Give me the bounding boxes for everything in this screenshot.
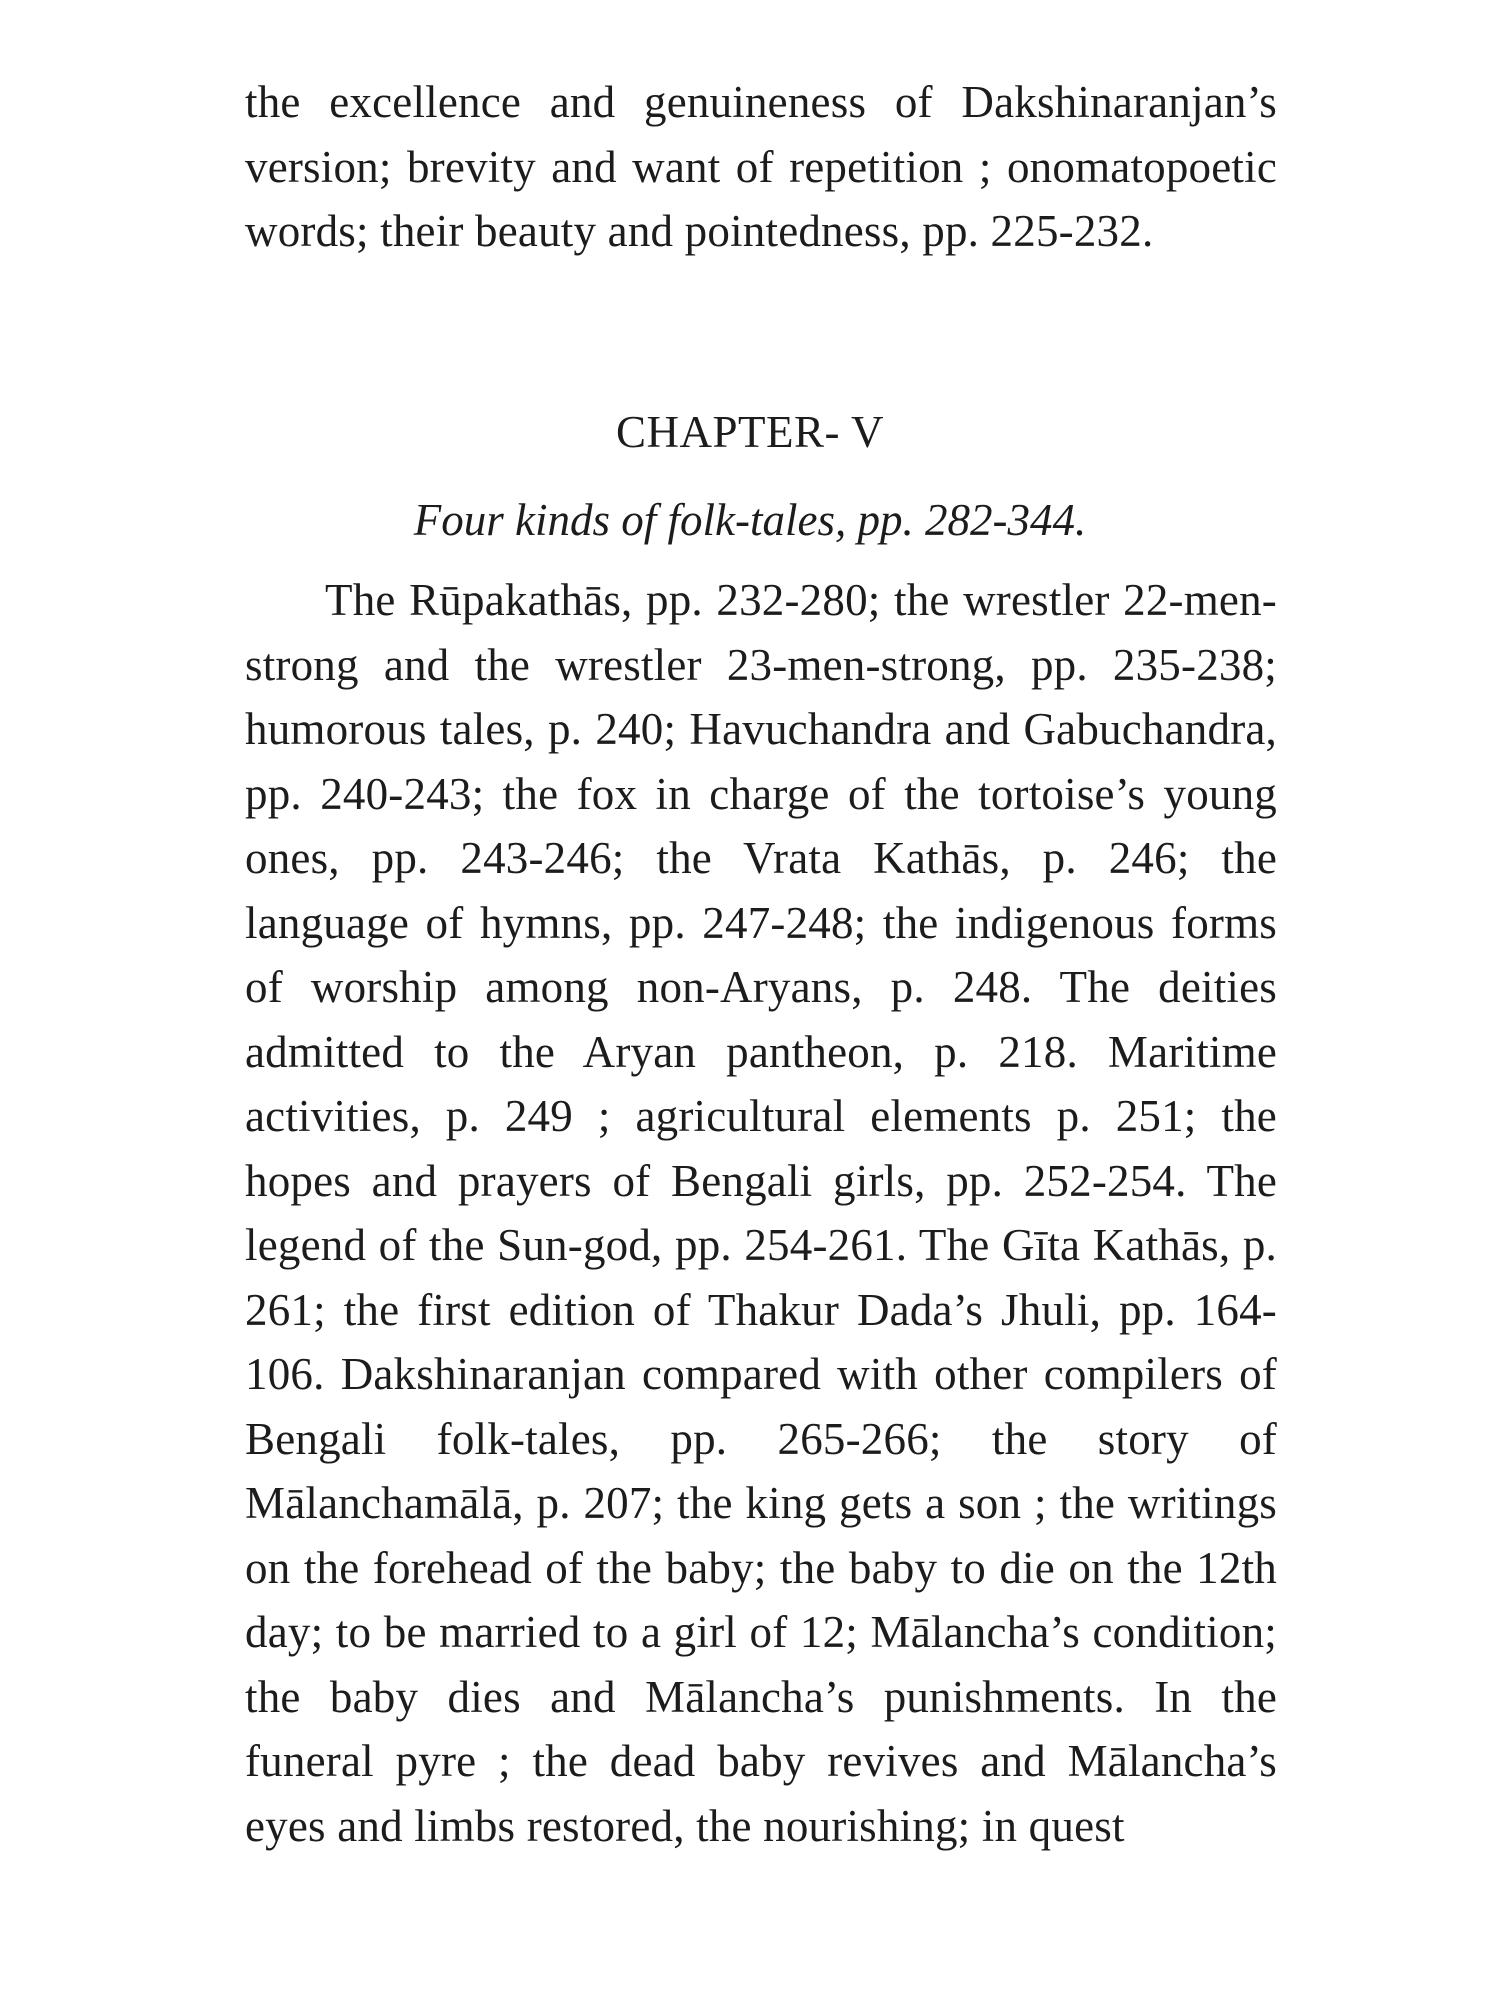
chapter-subtitle: Four kinds of folk-tales, pp. 282-344.: [413, 495, 1087, 545]
intro-paragraph: the excellence and genuineness of Dakshinaranjan’s version; brevity and want of repetition ; onomatopoetic words; their beauty and pointedness, pp. 225-232.: [245, 77, 1277, 256]
body-paragraph: The Rūpakathās, pp. 232-280; the wrestler 22-men-strong and the wrestler 23-men-strong, pp. 235-238; humorous tales, p. 240; Havuchandra and Gabuchandra, pp. 240-243; the fox in charge of the tortoise’s young ones, pp. 243-246; the Vrata Kathās, p. 246; the language of hymns, pp. 247-248; the indigenous forms of worship among non-Aryans, p. 248. The deities admitted to the Aryan pantheon, p. 218. Maritime activities, p. 249 ; agricultural elements p. 251; the hopes and prayers of Bengali girls, pp. 252-254. The legend of the Sun-god, pp. 254-261. The Gīta Kathās, p. 261; the first edition of Thakur Dada’s Jhuli, pp. 164-106. Dakshinaranjan compared with other compilers of Bengali folk-tales, pp. 265-266; the story of Mālanchamālā, p. 207; the king gets a son ; the writings on the forehead of the baby; the baby to die on the 12th day; to be married to a girl of 12; Mālancha’s condition; the baby dies and Mālancha’s punishments. In the funeral pyre ; the dead baby revives and Mālancha’s eyes and limbs restored, the nourishing; in quest: [245, 575, 1277, 1851]
chapter-heading: CHAPTER- V: [616, 407, 884, 457]
